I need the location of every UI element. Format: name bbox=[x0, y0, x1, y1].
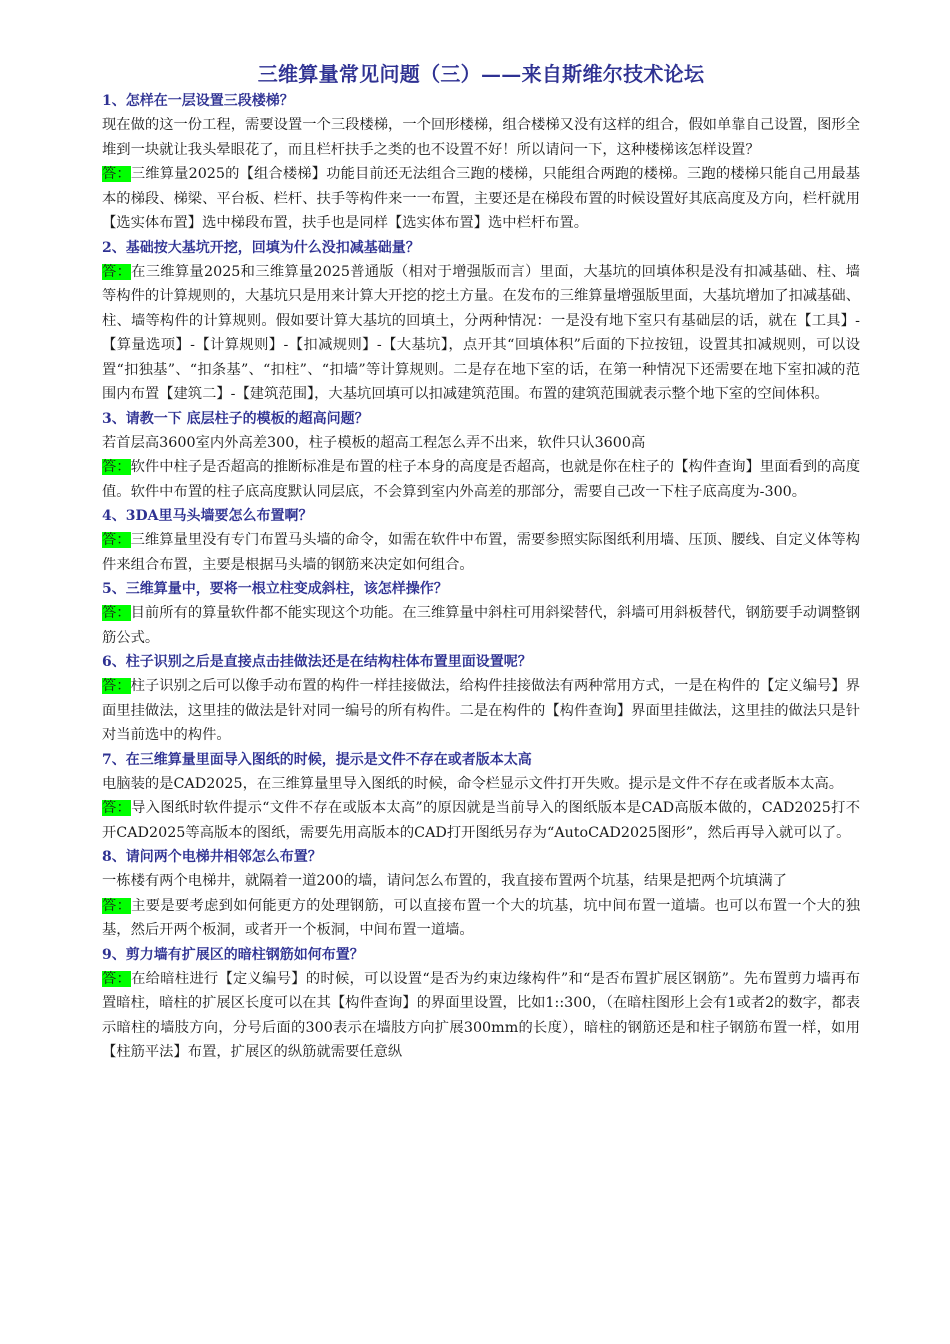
answer-label: 答： bbox=[102, 166, 131, 182]
answer-text: 三维算量里没有专门布置马头墙的命令，如需在软件中布置，需要参照实际图纸利用墙、压顶、腰线、自定义体等构件来组合布置，主要是根据马头墙的钢筋来决定如何组合。 bbox=[102, 532, 860, 573]
answer-text: 目前所有的算量软件都不能实现这个功能。在三维算量中斜柱可用斜梁替代，斜墙可用斜板替代，钢筋要手动调整钢筋公式。 bbox=[102, 605, 860, 646]
document-page bbox=[102, 60, 860, 1065]
question-heading: 6、柱子识别之后是直接点击挂做法还是在结构柱体布置里面设置呢？ bbox=[102, 654, 532, 670]
question-heading: 2、基础按大基坑开挖，回填为什么没扣减基础量？ bbox=[102, 239, 420, 256]
answer-text: 柱子识别之后可以像手动布置的构件一样挂接做法，给构件挂接做法有两种常用方式，一是在构件的【定义编号】界面里挂做法，这里挂的做法是针对同一编号的所有构件。二是在构件的【构件查询】界面里挂做法，这里挂的做法只是针对当前选中的构件。 bbox=[102, 678, 860, 743]
document-title: 三维算量常见问题（三）——来自斯维尔技术论坛 bbox=[257, 62, 705, 86]
faq-item-6 bbox=[102, 651, 860, 748]
faq-item-5 bbox=[102, 578, 860, 650]
question-detail: 一栋楼有两个电梯井，就隔着一道200的墙，请问怎么布置的，我直接布置两个坑基，结果是把两个坑填满了 bbox=[102, 873, 787, 889]
answer-text: 在给暗柱进行【定义编号】的时候，可以设置“是否为约束边缘构件”和“是否布置扩展区钢筋”。先布置剪力墙再布置暗柱，暗柱的扩展区长度可以在其【构件查询】的界面里设置，比如1::300，（在暗柱图形上会有1或者2的数字，都表示暗柱的墙肢方向，分号后面的300表示在墙肢方向扩展300mm的长度），暗柱的钢筋还是和柱子钢筋布置一样，如用【柱筋平法】布置，扩展区的纵筋就需要任意纵 bbox=[102, 970, 861, 1060]
answer-label: 答： bbox=[102, 459, 131, 475]
answer-label: 答： bbox=[102, 678, 131, 694]
answer-paragraph bbox=[102, 601, 860, 650]
answer-paragraph bbox=[102, 967, 860, 1065]
question-heading: 1、怎样在一层设置三段楼梯？ bbox=[102, 93, 294, 109]
answer-text: 在三维算量2025和三维算量2025普通版（相对于增强版而言）里面，大基坑的回填体积是没有扣减基础、柱、墙等构件的计算规则的，大基坑只是用来计算大开挖的挖土方量。在发布的三维算量增强版里面，大基坑增加了扣减基础、柱、墙等构件的计算规则。假如要计算大基坑的回填土，分两种情况：一是没有地下室只有基础层的话，就在【工具】-【算量选项】-【计算规则】-【扣减规则】-【大基坑】，点开其“回填体积”后面的下拉按钮，设置其扣减规则，可以设置“扣独基”、“扣条基”、“扣柱”、“扣墙”等计算规则。二是存在地下室的话，在第一种情况下还需要在地下室扣减的范围内布置【建筑二】-【建筑范围】，大基坑回填可以扣减建筑范围。布置的建筑范围就表示整个地下室的空间体积。 bbox=[102, 263, 861, 402]
faq-item-7 bbox=[102, 749, 860, 846]
faq-item-2 bbox=[102, 237, 860, 407]
answer-paragraph bbox=[102, 674, 860, 748]
answer-text: 导入图纸时软件提示“文件不存在或版本太高”的原因就是当前导入的图纸版本是CAD高版本做的，CAD2025打不开CAD2025等高版本的图纸，需要先用高版本的CAD打开图纸另存为“AutoCAD2025图形”，然后再导入就可以了。 bbox=[102, 800, 860, 841]
answer-label: 答： bbox=[102, 605, 131, 621]
answer-text: 主要是要考虑到如何能更方的处理钢筋，可以直接布置一个大的坑基，坑中间布置一道墙。也可以布置一个大的独基，然后开两个板洞，或者开一个板洞，中间布置一道墙。 bbox=[102, 897, 861, 938]
question-heading: 9、剪力墙有扩展区的暗柱钢筋如何布置？ bbox=[102, 946, 364, 963]
question-detail: 电脑装的是CAD2025，在三维算量里导入图纸的时候，命令栏显示文件打开失败。提示是文件不存在或者版本太高。 bbox=[102, 775, 844, 792]
answer-label: 答： bbox=[102, 263, 132, 280]
question-detail: 若首层高3600室内外高差300，柱子模板的超高工程怎么弄不出来，软件只认3600高 bbox=[102, 434, 646, 451]
faq-item-4 bbox=[102, 505, 860, 577]
faq-item-9 bbox=[102, 944, 860, 1065]
answer-label: 答： bbox=[102, 897, 132, 914]
answer-paragraph bbox=[102, 260, 860, 407]
question-heading: 5、三维算量中，要将一根立柱变成斜柱，该怎样操作？ bbox=[102, 581, 448, 597]
faq-item-1 bbox=[102, 90, 860, 236]
answer-paragraph bbox=[102, 796, 860, 845]
answer-paragraph bbox=[102, 162, 860, 236]
question-detail: 现在做的这一份工程，需要设置一个三段楼梯，一个回形楼梯，组合楼梯又没有这样的组合，假如单靠自己设置，图形全堆到一块就让我头晕眼花了，而且栏杆扶手之类的也不设置不好！所以请问一下，这种楼梯该怎样设置？ bbox=[102, 117, 860, 158]
answer-paragraph bbox=[102, 528, 860, 577]
question-heading: 3、请教一下 底层柱子的模板的超高问题？ bbox=[102, 410, 369, 427]
answer-label: 答： bbox=[102, 800, 132, 816]
faq-item-3 bbox=[102, 408, 860, 505]
answer-label: 答： bbox=[102, 532, 131, 548]
question-heading: 4、3DA里马头墙要怎么布置啊？ bbox=[102, 508, 313, 524]
answer-label: 答： bbox=[102, 970, 132, 987]
answer-paragraph bbox=[102, 894, 860, 943]
question-heading: 8、请问两个电梯井相邻怎么布置？ bbox=[102, 849, 322, 865]
answer-paragraph bbox=[102, 455, 860, 504]
answer-text: 三维算量2025的【组合楼梯】功能目前还无法组合三跑的楼梯，只能组合两跑的楼梯。三跑的楼梯只能自己用最基本的梯段、梯梁、平台板、栏杆、扶手等构件来一一布置，主要还是在梯段布置的时候设置好其底高度及方向，栏杆就用【选实体布置】选中梯段布置，扶手也是同样【选实体布置】选中栏杆布置。 bbox=[102, 166, 860, 231]
answer-text: 软件中柱子是否超高的推断标准是布置的柱子本身的高度是否超高，也就是你在柱子的【构件查询】里面看到的高度值。软件中布置的柱子底高度默认同层底，不会算到室内外高差的那部分，需要自己改一下柱子底高度为-300。 bbox=[102, 459, 860, 500]
question-heading: 7、在三维算量里面导入图纸的时候，提示是文件不存在或者版本太高 bbox=[102, 751, 532, 768]
faq-item-8 bbox=[102, 846, 860, 943]
